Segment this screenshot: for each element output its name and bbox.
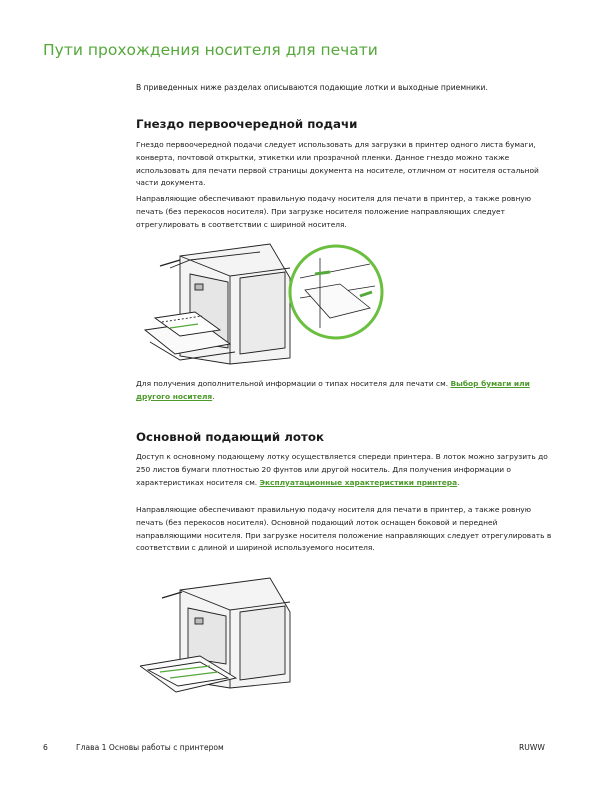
section1-info: Для получения дополнительной информации о типах носителя для печати см. Выбор бумаги или другого носителя. bbox=[136, 379, 530, 401]
media-selection-link[interactable]: Выбор бумаги или другого носителя bbox=[136, 379, 530, 401]
footer-page-number: 6 bbox=[43, 743, 48, 752]
printer-priority-slot-figure bbox=[140, 238, 390, 378]
section2-paragraph-1: Доступ к основному подающему лотку осуществляется спереди принтера. В лоток можно загрузить до 250 листов бумаги плотностью 20 фунтов или другой носитель. Для получения информации о характеристиках носителя см. Эксплуатационные характеристики принтера. bbox=[136, 452, 548, 487]
section1-heading: Гнездо первоочередной подачи bbox=[136, 117, 358, 131]
section2-heading: Основной подающий лоток bbox=[136, 430, 324, 444]
footer-chapter: Глава 1 Основы работы с принтером bbox=[76, 743, 224, 752]
section2-paragraph-2: Направляющие обеспечивают правильную подачу носителя для печати в принтер, а также ровную печать (без перекосов носителя). Основной подающий лоток оснащен боковой и передней направляющими носителя. При загрузке носителя положение направляющих следует отрегулировать в соответствии с длиной и шириной используемого носителя. bbox=[136, 505, 552, 553]
section1-paragraph-2: Направляющие обеспечивают правильную подачу носителя для печати в принтер, а также ровную печать (без перекосов носителя). При загрузке носителя положение направляющих следует отрегулировать в соответствии с шириной носителя. bbox=[136, 194, 531, 229]
footer-locale: RUWW bbox=[519, 743, 545, 752]
printer-main-tray-figure bbox=[140, 574, 340, 704]
section1-paragraph-1: Гнездо первоочередной подачи следует использовать для загрузки в принтер одного листа бумаги, конверта, почтовой открытки, этикетки или прозрачной пленки. Данное гнездо можно также использовать для печати первой страницы документа на носителе, отличном от носителя остальной части документа. bbox=[136, 140, 539, 188]
page-title: Пути прохождения носителя для печати bbox=[43, 41, 378, 59]
printer-specs-link[interactable]: Эксплуатационные характеристики принтера bbox=[259, 477, 458, 487]
intro-text: В приведенных ниже разделах описываются подающие лотки и выходные приемники. bbox=[136, 83, 488, 92]
